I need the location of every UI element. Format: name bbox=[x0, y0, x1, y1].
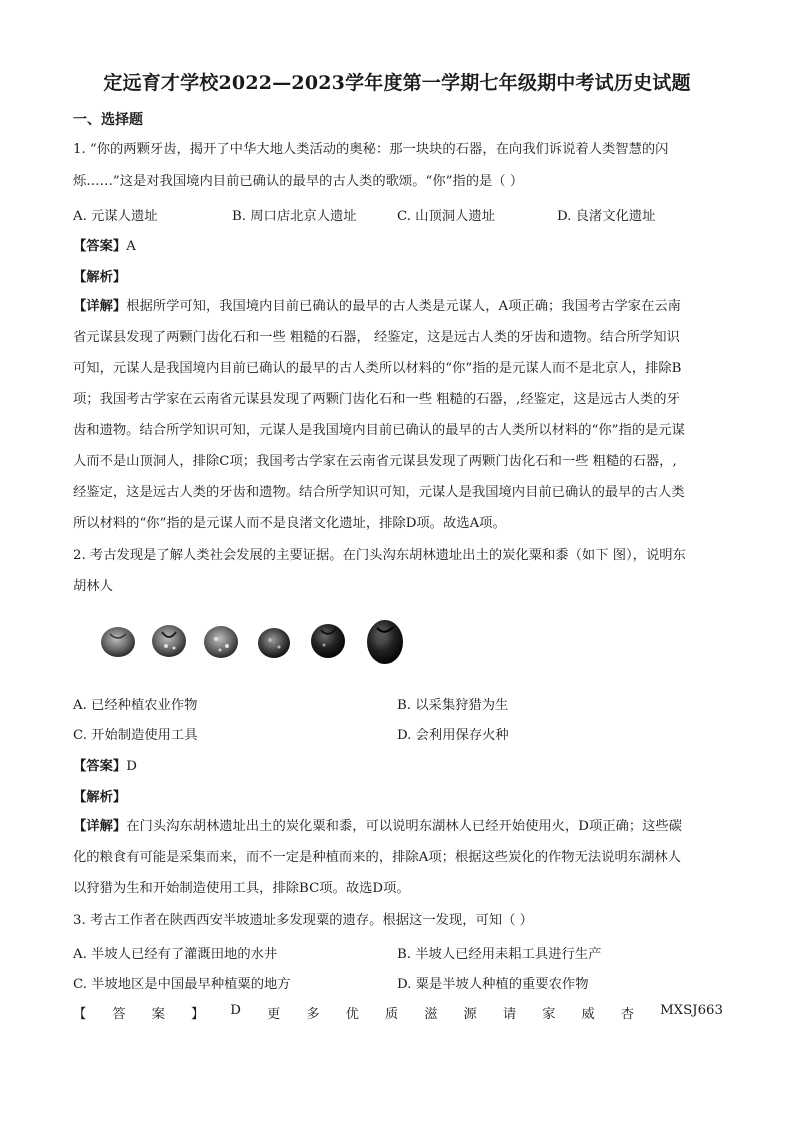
carbonized-grain-photo bbox=[96, 612, 416, 672]
q2-detail-line: 以狩猎为生和开始制造使用工具，排除BC项。故选D项。 bbox=[73, 881, 410, 896]
grain-6 bbox=[367, 620, 403, 664]
q3-stem: 3. 考古工作者在陕西西安半坡遗址多发现粟的遗存。根据这一发现，可知（ ） bbox=[73, 913, 533, 928]
grain-1 bbox=[101, 627, 135, 657]
footer-char: 请 bbox=[502, 1007, 517, 1022]
footer-char: 源 bbox=[463, 1007, 477, 1022]
q2-option-a: A. 已经种植农业作物 bbox=[73, 698, 198, 713]
detail-text: 根据所学可知，我国境内目前已确认的最早的古人类是元谋人，A项正确；我国考古学家在云南 bbox=[126, 299, 681, 314]
section-heading: 一、选择题 bbox=[73, 112, 143, 128]
footer-char: 杏 bbox=[620, 1007, 635, 1022]
footer-char: 家 bbox=[542, 1007, 556, 1022]
q2-stem-line-2: 胡林人 bbox=[73, 579, 113, 594]
answer-footer-line bbox=[73, 1003, 723, 1022]
grain-2 bbox=[152, 625, 186, 657]
analysis-tag: 【解析】 bbox=[73, 270, 127, 285]
q1-detail-line: 可知，元谋人是我国境内目前已确认的最早的古人类所以材料的“你”指的是元谋人而不是北京人，排除B bbox=[73, 361, 682, 376]
q2-answer bbox=[73, 755, 137, 774]
q1-option-a: A. 元谋人遗址 bbox=[73, 209, 158, 224]
q2-detail-line: 化的粮食有可能是采集而来，而不一定是种植而来的，排除A项；根据这些炭化的作物无法说明东湖林人 bbox=[73, 850, 681, 865]
footer-code: MXSJ663 bbox=[660, 1003, 723, 1018]
q1-detail-line: 所以材料的“你”指的是元谋人而不是良渚文化遗址，排除D项。故选A项。 bbox=[73, 516, 506, 531]
q3-option-a: A. 半坡人已经有了灌溉田地的水井 bbox=[73, 947, 278, 962]
grain-4 bbox=[258, 628, 290, 658]
q2-option-c: C. 开始制造使用工具 bbox=[73, 728, 198, 743]
answer-tag: 【答案】 bbox=[73, 239, 127, 254]
footer-char: 优 bbox=[345, 1007, 359, 1022]
q2-detail-line bbox=[73, 817, 682, 837]
q3-option-b: B. 半坡人已经用耒耜工具进行生产 bbox=[397, 947, 602, 962]
q1-detail-line: 齿和遗物。结合所学知识可知，元谋人是我国境内目前已确认的最早的古人类所以材料的“你”指的是元谋 bbox=[73, 423, 685, 438]
q2-option-d: D. 会利用保存火种 bbox=[397, 728, 509, 743]
q1-detail-line bbox=[73, 297, 681, 317]
q1-option-b: B. 周口店北京人遗址 bbox=[232, 209, 357, 224]
q3-option-c: C. 半坡地区是中国最早种植粟的地方 bbox=[73, 977, 291, 992]
analysis-tag: 【解析】 bbox=[73, 790, 127, 805]
answer-value: A bbox=[126, 239, 136, 254]
grain-5 bbox=[311, 624, 345, 658]
q2-stem-line-1: 2. 考古发现是了解人类社会发展的主要证据。在门头沟东胡林遗址出土的炭化粟和黍（如下 图），说明东 bbox=[73, 548, 686, 563]
q1-stem-line-1: 1. “你的两颗牙齿，揭开了中华大地人类活动的奥秘：那一块块的石器，在向我们诉说着人类智慧的闪 bbox=[73, 142, 669, 157]
detail-text: 在门头沟东胡林遗址出土的炭化粟和黍，可以说明东湖林人已经开始使用火，D项正确；这些碳 bbox=[126, 819, 683, 834]
q3-option-d: D. 粟是半坡人种植的重要农作物 bbox=[397, 977, 589, 992]
footer-char: 更 bbox=[266, 1007, 281, 1022]
footer-char: 质 bbox=[384, 1007, 399, 1022]
detail-tag: 【详解】 bbox=[73, 819, 127, 834]
q2-analysis-tag bbox=[73, 786, 126, 805]
footer-char: 威 bbox=[581, 1007, 595, 1022]
answer-value: D bbox=[126, 759, 137, 774]
footer-char: 答 bbox=[112, 1007, 126, 1022]
footer-char: 滋 bbox=[424, 1007, 438, 1022]
q1-option-c: C. 山顶洞人遗址 bbox=[397, 209, 495, 224]
q1-detail-line: 项；我国考古学家在云南省元谋县发现了两颗门齿化石和一些 粗糙的石器，,经鉴定，这是远古人类的牙 bbox=[73, 392, 680, 407]
footer-char: 【 bbox=[73, 1007, 87, 1022]
q1-detail-line: 经鉴定，这是远古人类的牙齿和遗物。结合所学知识可知，元谋人是我国境内目前已确认的最早的古人类 bbox=[73, 485, 685, 500]
q1-stem-line-2: 烁……”这是对我国境内目前已确认的最早的古人类的歌颂。“你”指的是（ ） bbox=[73, 174, 524, 189]
q2-option-b: B. 以采集狩猎为生 bbox=[397, 698, 509, 713]
q1-analysis-tag bbox=[73, 266, 126, 285]
answer-tag: 【答案】 bbox=[73, 759, 127, 774]
detail-tag: 【详解】 bbox=[73, 299, 127, 314]
footer-char: 】 bbox=[190, 1007, 205, 1022]
q1-option-d: D. 良渚文化遗址 bbox=[557, 209, 656, 224]
grain-3 bbox=[204, 626, 238, 658]
q1-detail-line: 人而不是山顶洞人，排除C项；我国考古学家在云南省元谋县发现了两颗门齿化石和一些 粗糙的石器，, bbox=[73, 454, 677, 469]
footer-char: 案 bbox=[151, 1007, 165, 1022]
q1-answer bbox=[73, 235, 136, 254]
page-title: 定远育才学校2022—2023学年度第一学期七年级期中考试历史试题 bbox=[103, 72, 691, 94]
footer-char: 多 bbox=[306, 1007, 320, 1022]
footer-char: D bbox=[230, 1003, 241, 1018]
q1-detail-line: 省元谋县发现了两颗门齿化石和一些 粗糙的石器， 经鉴定，这是远古人类的牙齿和遗物。结合所学知识 bbox=[73, 330, 680, 345]
